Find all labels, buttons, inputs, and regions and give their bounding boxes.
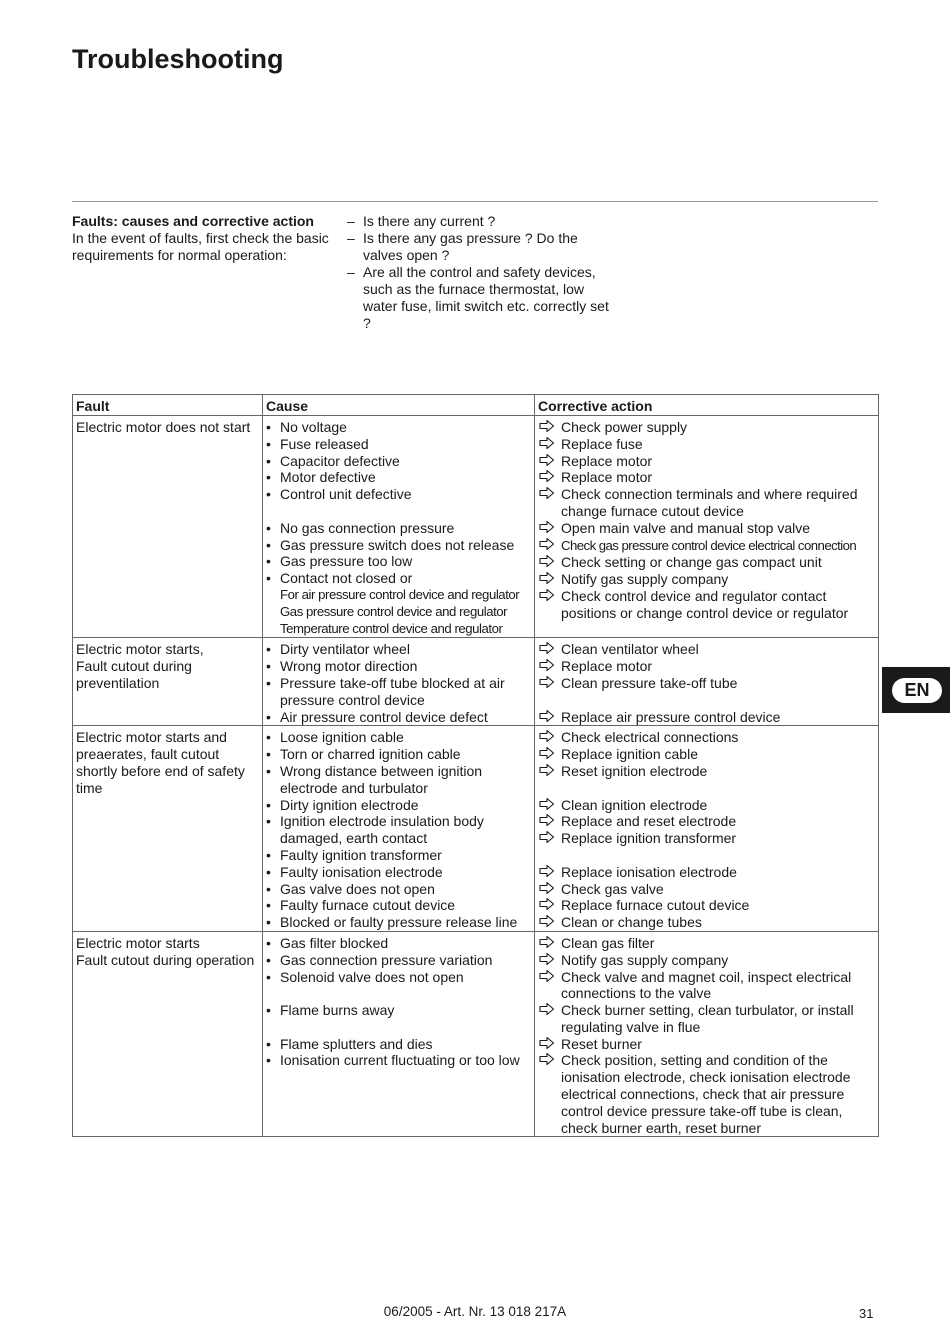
cause-item: • No voltage [266,419,347,435]
bullet-icon: • [266,914,271,931]
fault-cell [73,931,263,1137]
fault-cell [73,416,263,638]
action-cell [535,416,879,638]
arrow-right-icon [539,969,557,986]
bullet-icon: • [266,519,271,536]
dash-bullet: – [347,264,355,280]
cause-item: • Faulty ignition transformer [266,846,442,863]
spacer [538,847,876,864]
arrow-right-icon [539,935,557,952]
cause-subitem: Temperature control device and regulator [280,620,503,636]
arrow-right-icon [539,763,557,780]
action-item: Replace and reset electrode [538,813,876,830]
cause-item: • Loose ignition cable [266,729,404,746]
bullet-icon: • [266,897,271,914]
cause-item: • Gas connection pressure variation [266,951,493,968]
bullet-icon: • [266,846,271,863]
bullet-icon: • [266,762,271,779]
cause-item: • Wrong motor direction [266,658,418,675]
fault-row [73,931,879,1137]
action-item: Replace motor [538,453,876,470]
bullet-icon: • [266,708,271,725]
dash-bullet: – [347,230,355,246]
action-item: Check control device and regulator contact positions or change control device or regulator [538,588,876,622]
intro-heading: Faults: causes and corrective action [72,213,314,229]
cause-item: • Flame burns away [266,1002,395,1019]
arrow-right-icon [539,486,557,503]
arrow-right-icon [539,797,557,814]
basic-checks-list [347,213,612,332]
header-fault: Fault [73,395,263,416]
cause-item: • Dirty ventilator wheel [266,641,410,658]
arrow-right-icon [539,554,557,571]
cause-item: • Capacitor defective [266,452,400,469]
arrow-right-icon [539,1052,557,1069]
bullet-icon: • [266,452,271,469]
action-item: Replace motor [538,469,876,486]
action-item: Reset burner [538,1036,876,1053]
action-cell [535,638,879,726]
arrow-right-icon [539,537,557,554]
basic-check-item: – Is there any current ? [347,213,496,229]
cause-item: • Fuse released [266,435,369,452]
arrow-right-icon [539,709,557,726]
arrow-right-icon [539,914,557,931]
arrow-right-icon [539,469,557,486]
bullet-icon: • [266,968,271,985]
bullet-icon: • [266,486,271,503]
fault-row [73,638,879,726]
action-item: Notify gas supply company [538,571,876,588]
action-item: Notify gas supply company [538,952,876,969]
cause-item: • Torn or charred ignition cable [266,746,461,763]
action-item: Check gas pressure control device electrical connection [538,537,876,555]
language-tab [882,667,950,713]
basic-check-item: – Are all the control and safety devices, such as the furnace thermostat, low water fuse, limit switch etc. correctly set ? [347,264,609,331]
action-item: Replace ignition transformer [538,830,876,847]
bullet-icon: • [266,536,271,553]
cause-cell [263,726,535,932]
arrow-right-icon [539,830,557,847]
action-item: Replace motor [538,658,876,675]
action-item: Check electrical connections [538,729,876,746]
spacer [266,1019,532,1036]
bullet-icon: • [266,658,271,675]
cause-item: • Gas pressure too low [266,553,413,570]
bullet-icon: • [266,796,271,813]
cause-item: • Contact not closed or [266,570,413,587]
cause-item: • No gas connection pressure [266,519,455,536]
cause-item: • Pressure take-off tube blocked at air pressure control device [266,674,505,708]
cause-item: • Control unit defective [266,486,412,503]
cause-item: • Wrong distance between ignition electrode and turbulator [266,762,483,796]
arrow-right-icon [539,571,557,588]
intro-text: In the event of faults, first check the basic requirements for normal operation: [72,230,329,263]
spacer [266,985,532,1002]
spacer [538,780,876,797]
cause-item: • Blocked or faulty pressure release line [266,914,518,931]
fault-line: preaerates, fault cutout [76,746,220,763]
fault-line: Fault cutout during [76,658,192,675]
cause-cell [263,416,535,638]
action-item: Check position, setting and condition of the ionisation electrode, check ionisation electrode electrical connections, check that air pressure control device pressure take-off tube is clean, check burner earth, reset burner [538,1052,876,1136]
arrow-right-icon [539,864,557,881]
spacer [266,503,532,520]
fault-cell [73,638,263,726]
arrow-right-icon [539,520,557,537]
action-item: Replace furnace cutout device [538,897,876,914]
action-cell [535,726,879,932]
fault-line: Electric motor starts, [76,641,204,658]
cause-item: • Faulty furnace cutout device [266,897,456,914]
action-item: Check gas valve [538,881,876,898]
arrow-right-icon [539,1002,557,1019]
bullet-icon: • [266,1052,271,1069]
bullet-icon: • [266,934,271,951]
fault-row [73,726,879,932]
arrow-right-icon [539,952,557,969]
arrow-right-icon [539,419,557,436]
arrow-right-icon [539,897,557,914]
cause-cell [263,638,535,726]
action-item: Clean gas filter [538,935,876,952]
fault-line: Electric motor starts and [76,729,227,746]
bullet-icon: • [266,729,271,746]
intro-block [72,213,337,264]
fault-line: preventilation [76,674,160,691]
bullet-icon: • [266,419,271,435]
action-item: Open main valve and manual stop valve [538,520,876,537]
cause-subitem: For air pressure control device and regulator [280,586,520,602]
arrow-right-icon [539,675,557,692]
action-cell [535,931,879,1137]
cause-item: • Ignition electrode insulation body damaged, earth contact [266,813,484,847]
page-title: Troubleshooting [72,44,284,74]
arrow-right-icon [539,746,557,763]
action-item: Reset ignition electrode [538,763,876,780]
arrow-right-icon [539,813,557,830]
fault-cell [73,726,263,932]
cause-item: • Air pressure control device defect [266,708,488,725]
action-item: Clean ignition electrode [538,797,876,814]
arrow-right-icon [539,436,557,453]
action-item: Check power supply [538,419,876,436]
arrow-right-icon [539,729,557,746]
action-item: Check setting or change gas compact unit [538,554,876,571]
action-item: Replace ignition cable [538,746,876,763]
fault-row [73,416,879,638]
arrow-right-icon [539,658,557,675]
cause-item: • Motor defective [266,469,376,486]
section-divider [72,201,878,202]
cause-item: • Gas filter blocked [266,934,389,951]
bullet-icon: • [266,553,271,570]
cause-item: • Gas pressure switch does not release [266,536,515,553]
bullet-icon: • [266,469,271,486]
bullet-icon: • [266,570,271,587]
troubleshooting-table [72,394,879,1137]
fault-line: Fault cutout during operation [76,951,255,968]
table-header-row [73,395,879,416]
bullet-icon: • [266,746,271,763]
arrow-right-icon [539,1036,557,1053]
bullet-icon: • [266,1035,271,1052]
fault-line: shortly before end of safety [76,762,245,779]
bullet-icon: • [266,435,271,452]
bullet-icon: • [266,641,271,658]
arrow-right-icon [539,588,557,605]
cause-item: • Gas valve does not open [266,880,435,897]
arrow-right-icon [539,453,557,470]
action-item: Clean ventilator wheel [538,641,876,658]
spacer [538,692,876,709]
cause-item: • Dirty ignition electrode [266,796,419,813]
cause-item: • Solenoid valve does not open [266,968,464,985]
action-item: Clean or change tubes [538,914,876,931]
action-item: Replace ionisation electrode [538,864,876,881]
page-number: 31 [859,1306,874,1321]
basic-check-item: – Is there any gas pressure ? Do the valves open ? [347,230,578,263]
action-item: Clean pressure take-off tube [538,675,876,692]
bullet-icon: • [266,880,271,897]
cause-cell [263,931,535,1137]
fault-line: Electric motor does not start [76,419,251,435]
bullet-icon: • [266,863,271,880]
arrow-right-icon [539,641,557,658]
action-item: Replace air pressure control device [538,709,876,726]
cause-item: • Faulty ionisation electrode [266,863,443,880]
action-item: Check burner setting, clean turbulator, or install regulating valve in flue [538,1002,876,1036]
action-item: Check valve and magnet coil, inspect electrical connections to the valve [538,969,876,1003]
footer-article-number: 06/2005 - Art. Nr. 13 018 217A [383,1304,567,1319]
arrow-right-icon [539,881,557,898]
bullet-icon: • [266,951,271,968]
cause-item: • Flame splutters and dies [266,1035,433,1052]
header-cause: Cause [263,395,535,416]
action-item: Replace fuse [538,436,876,453]
cause-item: • Ionisation current fluctuating or too low [266,1052,520,1069]
dash-bullet: – [347,213,355,229]
language-label: EN [892,678,942,703]
cause-subitem: Gas pressure control device and regulator [280,603,508,619]
fault-line: Electric motor starts [76,934,200,951]
action-item: Check connection terminals and where required change furnace cutout device [538,486,876,520]
bullet-icon: • [266,813,271,830]
fault-line: time [76,779,103,796]
bullet-icon: • [266,674,271,691]
header-corrective-action: Corrective action [535,395,879,416]
bullet-icon: • [266,1002,271,1019]
